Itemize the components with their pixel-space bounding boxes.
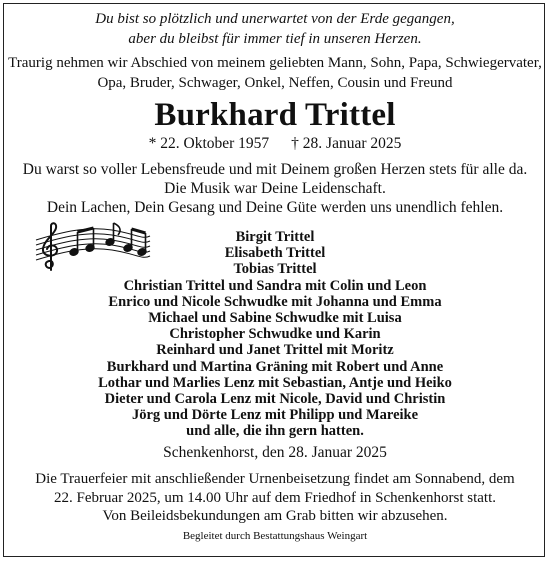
mourner-line: Christian Trittel und Sandra mit Colin und Leon (123, 277, 427, 294)
ceremony-line: Die Trauerfeier mit anschließender Urnenbeisetzung findet am Sonnabend, dem (35, 471, 515, 487)
mourner-line: Burkhard und Martina Gräning mit Robert und Anne (106, 358, 444, 375)
mourners-list (0, 229, 550, 440)
mourner-line: und alle, die ihn gern hatten. (186, 423, 364, 440)
poem-line: Du bist so plötzlich und unerwartet von der Erde gegangen, (95, 11, 455, 27)
mourner-line: Reinhard und Janet Trittel mit Moritz (156, 342, 394, 359)
mourner-line: Elisabeth Trittel (224, 245, 326, 262)
mourner-line: Lothar und Marlies Lenz mit Sebastian, Antje und Heiko (98, 374, 452, 391)
deceased-name: Burkhard Trittel (154, 97, 396, 133)
mourner-line: Birgit Trittel (235, 229, 315, 245)
mourner-line: Christopher Schwudke und Karin (169, 326, 381, 343)
tribute-line: Du warst so voller Lebensfreude und mit Deinem großen Herzen stets für alle da. (22, 161, 528, 178)
ceremony-info (0, 470, 550, 526)
place-and-date: Schenkenhorst, den 28. Januar 2025 (163, 444, 387, 461)
poem-line: aber du bleibst für immer tief in unseren Herzen. (128, 31, 422, 47)
intro-text (0, 53, 550, 93)
ceremony-line: Von Beileidsbekundungen am Grab bitten wir abzusehen. (102, 508, 448, 524)
poem (0, 9, 550, 49)
mourner-line: Enrico und Nicole Schwudke mit Johanna und Emma (108, 293, 442, 310)
death-date: † 28. Januar 2025 (291, 135, 402, 152)
tribute-line: Die Musik war Deine Leidenschaft. (164, 180, 386, 197)
ceremony-line: 22. Februar 2025, um 14.00 Uhr auf dem Friedhof in Schenkenhorst statt. (53, 489, 496, 506)
mourner-line: Tobias Trittel (233, 261, 317, 278)
undertaker-credit: Begleitet durch Bestattungshaus Weingart (182, 530, 368, 542)
life-dates (0, 134, 550, 154)
tribute-text (0, 160, 550, 217)
mourner-line: Dieter und Carola Lenz mit Nicole, David und Christin (104, 391, 446, 408)
mourner-line: Jörg und Dörte Lenz mit Philipp und Mareike (131, 407, 419, 424)
mourner-line: Michael und Sabine Schwudke mit Luisa (148, 310, 402, 327)
intro-line: Traurig nehmen wir Abschied von meinem geliebten Mann, Sohn, Papa, Schwiegervater, (8, 55, 542, 71)
birth-date: * 22. Oktober 1957 (148, 135, 270, 152)
tribute-line: Dein Lachen, Dein Gesang und Deine Güte werden uns unendlich fehlen. (46, 199, 504, 216)
intro-line: Opa, Bruder, Schwager, Onkel, Neffen, Cousin und Freund (97, 75, 453, 91)
